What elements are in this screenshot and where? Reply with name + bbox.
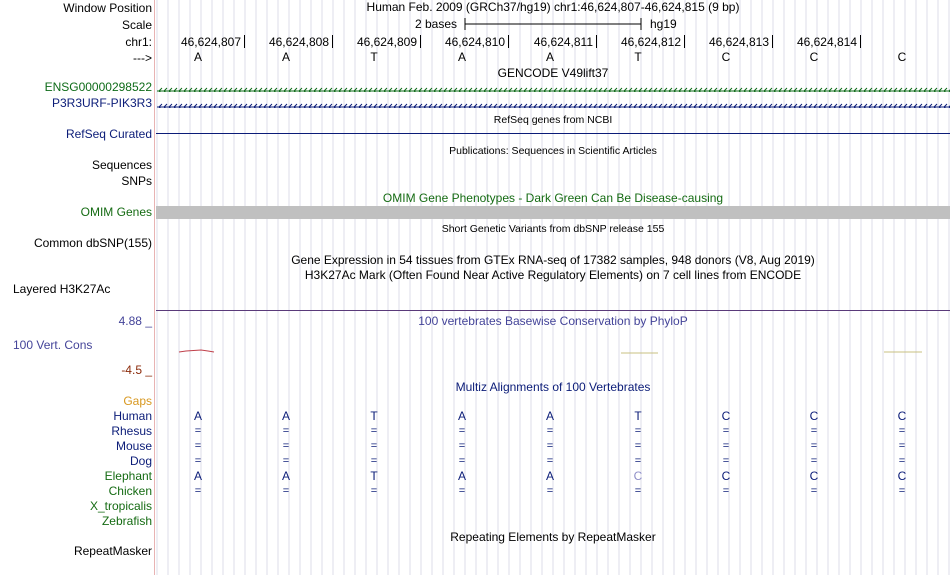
track-label-panel xyxy=(0,0,154,575)
alignment-base-mouse: = xyxy=(898,440,906,452)
alignment-base-dog: = xyxy=(546,455,554,467)
refseq-track-label[interactable]: RefSeq Curated xyxy=(65,127,152,141)
label-panel-divider xyxy=(154,0,155,575)
reference-base: A xyxy=(281,50,290,64)
scale-label: Scale xyxy=(121,18,152,32)
alignment-base-dog: = xyxy=(194,455,202,467)
alignment-base-dog: = xyxy=(898,455,906,467)
alignment-base-human: A xyxy=(193,409,202,423)
conservation-min-label: -4.5 _ xyxy=(121,363,152,377)
alignment-base-chicken: = xyxy=(282,485,290,497)
ruler-position-label: 46,624,812 xyxy=(620,35,681,49)
alignment-base-mouse: = xyxy=(810,440,818,452)
phylop-track-title: 100 vertebrates Basewise Conservation by PhyloP xyxy=(418,314,688,328)
alignment-base-dog: = xyxy=(810,455,818,467)
ruler-position-label: 46,624,808 xyxy=(268,35,329,49)
alignment-base-mouse: = xyxy=(458,440,466,452)
species-label-dog[interactable]: Dog xyxy=(129,454,152,468)
ruler-position-label: 46,624,811 xyxy=(533,35,593,49)
alignment-base-chicken: = xyxy=(546,485,554,497)
ruler-tick xyxy=(684,35,685,48)
ruler-tick xyxy=(596,35,597,48)
alignment-base-elephant: A xyxy=(457,469,466,483)
species-label-x-tropicalis[interactable]: X_tropicalis xyxy=(89,499,152,513)
multiz-track-title: Multiz Alignments of 100 Vertebrates xyxy=(455,380,651,394)
alignment-base-elephant: C xyxy=(897,469,907,483)
ruler-position-label: 46,624,813 xyxy=(708,35,769,49)
alignment-base-human: C xyxy=(809,409,819,423)
refseq-gene-line[interactable] xyxy=(156,133,950,134)
alignment-base-dog: = xyxy=(370,455,378,467)
snps-track-label[interactable]: SNPs xyxy=(121,174,152,188)
gencode-gene-label-1[interactable]: ENSG00000298522 xyxy=(44,80,152,94)
chromosome-label: chr1: xyxy=(125,35,152,49)
window-position-label: Window Position xyxy=(63,1,152,15)
alignment-base-chicken: = xyxy=(898,485,906,497)
refseq-track-title: RefSeq genes from NCBI xyxy=(493,114,613,126)
scale-bar xyxy=(156,16,950,32)
omim-track-label[interactable]: OMIM Genes xyxy=(80,205,152,219)
alignment-base-human: T xyxy=(634,409,642,423)
alignment-base-rhesus: = xyxy=(282,425,290,437)
alignment-base-elephant: C xyxy=(633,469,643,483)
alignment-base-rhesus: = xyxy=(370,425,378,437)
alignment-base-human: A xyxy=(281,409,290,423)
alignment-base-rhesus: = xyxy=(810,425,818,437)
alignment-base-mouse: = xyxy=(282,440,290,452)
publications-track-title: Publications: Sequences in Scientific Articles xyxy=(449,145,657,157)
alignment-base-human: C xyxy=(721,409,731,423)
alignment-base-rhesus: = xyxy=(898,425,906,437)
alignment-base-chicken: = xyxy=(194,485,202,497)
h3k27ac-baseline xyxy=(156,310,950,311)
repeatmasker-track-title: Repeating Elements by RepeatMasker xyxy=(450,530,656,544)
alignment-base-rhesus: = xyxy=(458,425,466,437)
reference-base: T xyxy=(634,50,642,64)
reference-base: A xyxy=(457,50,466,64)
gtex-track-title: Gene Expression in 54 tissues from GTEx RNA-seq of 17382 samples, 948 donors (V8, Aug 2019) xyxy=(291,253,815,267)
alignment-base-elephant: C xyxy=(721,469,731,483)
conservation-max-label: 4.88 _ xyxy=(118,314,152,328)
species-label-rhesus[interactable]: Rhesus xyxy=(111,424,152,438)
reference-base: C xyxy=(721,50,731,64)
alignment-base-rhesus: = xyxy=(194,425,202,437)
ruler-tick xyxy=(860,35,861,48)
alignment-base-dog: = xyxy=(634,455,642,467)
strand-label: ---> xyxy=(133,51,152,65)
dbsnp-track-label[interactable]: Common dbSNP(155) xyxy=(33,236,152,250)
alignment-base-dog: = xyxy=(282,455,290,467)
alignment-base-dog: = xyxy=(458,455,466,467)
sequences-track-label[interactable]: Sequences xyxy=(91,158,152,172)
ruler-position-label: 46,624,807 xyxy=(180,35,241,49)
ruler-tick xyxy=(244,35,245,48)
ruler-position-label: 46,624,810 xyxy=(444,35,505,49)
alignment-base-rhesus: = xyxy=(634,425,642,437)
alignment-base-chicken: = xyxy=(634,485,642,497)
conservation-track-label[interactable]: 100 Vert. Cons xyxy=(13,338,93,352)
dbsnp-track-title: Short Genetic Variants from dbSNP release 155 xyxy=(441,223,665,235)
alignment-base-human: A xyxy=(545,409,554,423)
ruler-tick xyxy=(508,35,509,48)
alignment-base-chicken: = xyxy=(458,485,466,497)
alignment-base-chicken: = xyxy=(722,485,730,497)
species-label-human[interactable]: Human xyxy=(113,409,152,423)
alignment-base-elephant: A xyxy=(545,469,554,483)
h3k27ac-track-label[interactable]: Layered H3K27Ac xyxy=(13,282,111,296)
assembly-position-text: Human Feb. 2009 (GRCh37/hg19) chr1:46,624,807-46,624,815 (9 bp) xyxy=(366,0,740,14)
scale-db-label: hg19 xyxy=(650,17,677,31)
gaps-label: Gaps xyxy=(123,394,152,408)
h3k27ac-track-title: H3K27Ac Mark (Often Found Near Active Regulatory Elements) on 7 cell lines from ENCODE xyxy=(304,268,802,282)
gencode-gene-label-2[interactable]: P3R3URF-PIK3R3 xyxy=(51,96,152,110)
species-label-elephant[interactable]: Elephant xyxy=(104,469,152,483)
alignment-base-rhesus: = xyxy=(722,425,730,437)
alignment-base-human: T xyxy=(370,409,378,423)
alignment-base-mouse: = xyxy=(546,440,554,452)
alignment-base-dog: = xyxy=(722,455,730,467)
gencode-track-title: GENCODE V49lift37 xyxy=(497,66,609,80)
alignment-base-human: A xyxy=(457,409,466,423)
gencode-transcript-2[interactable] xyxy=(157,100,950,108)
alignment-base-chicken: = xyxy=(370,485,378,497)
alignment-base-rhesus: = xyxy=(546,425,554,437)
alignment-base-elephant: A xyxy=(281,469,290,483)
species-label-mouse[interactable]: Mouse xyxy=(115,439,152,453)
ruler-position-label: 46,624,809 xyxy=(356,35,417,49)
alignment-base-elephant: C xyxy=(809,469,819,483)
omim-track-title: OMIM Gene Phenotypes - Dark Green Can Be Disease-causing xyxy=(382,191,724,205)
species-label-zebrafish[interactable]: Zebrafish xyxy=(101,514,152,528)
ruler-tick xyxy=(772,35,773,48)
omim-gene-bar[interactable] xyxy=(156,206,950,219)
species-label-chicken[interactable]: Chicken xyxy=(108,484,152,498)
ruler-tick xyxy=(420,35,421,48)
reference-base: A xyxy=(545,50,554,64)
ruler-tick xyxy=(332,35,333,48)
alignment-base-elephant: A xyxy=(193,469,202,483)
alignment-base-mouse: = xyxy=(634,440,642,452)
alignment-base-mouse: = xyxy=(370,440,378,452)
phylop-signal[interactable] xyxy=(156,346,950,358)
gencode-transcript-1[interactable] xyxy=(157,84,950,92)
reference-base: T xyxy=(370,50,378,64)
scale-bar-text: 2 bases xyxy=(415,17,458,31)
alignment-base-mouse: = xyxy=(722,440,730,452)
alignment-base-chicken: = xyxy=(810,485,818,497)
ruler-position-label: 46,624,814 xyxy=(796,35,857,49)
alignment-base-elephant: T xyxy=(370,469,378,483)
alignment-base-mouse: = xyxy=(194,440,202,452)
reference-base: A xyxy=(193,50,202,64)
reference-base: C xyxy=(809,50,819,64)
reference-base: C xyxy=(897,50,907,64)
repeatmasker-track-label[interactable]: RepeatMasker xyxy=(73,544,152,558)
alignment-base-human: C xyxy=(897,409,907,423)
